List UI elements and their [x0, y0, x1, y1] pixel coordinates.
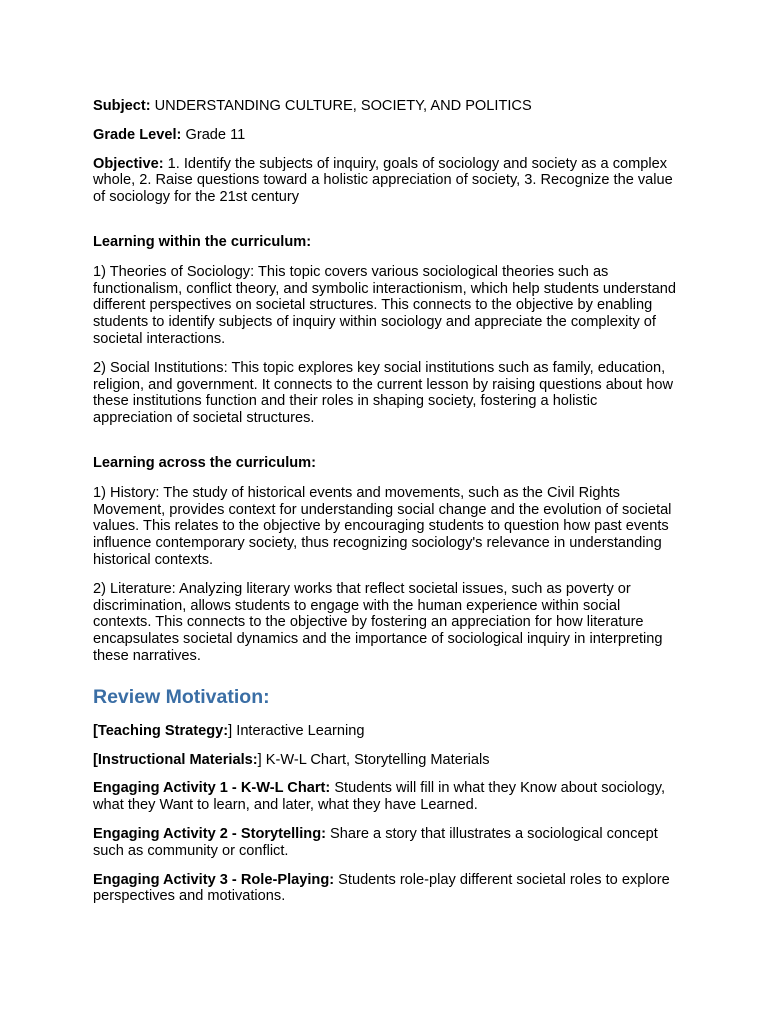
- objective-paragraph: [93, 156, 678, 206]
- across-curriculum-item-1: 1) History: The study of historical events and movements, such as the Civil Rights Movement, provides context for understanding social change and the evolution of societal values. This relates to the objective by encouraging students to question how past events influence contemporary society, thus recognizing sociology's relevance in understanding historical contexts.: [93, 484, 672, 568]
- engaging-activity-1-text: Students will fill in what they Know about sociology, what they Want to learn, and later, what they have Learned.: [93, 780, 666, 814]
- engaging-activity-1: [93, 780, 678, 814]
- review-motivation-heading: Review Motivation:: [93, 685, 270, 708]
- teaching-strategy-line: [93, 723, 678, 740]
- engaging-activity-3: [93, 872, 678, 906]
- engaging-activity-2-label: Engaging Activity 2 - Storytelling:: [93, 825, 326, 842]
- subject-value: UNDERSTANDING CULTURE, SOCIETY, AND POLITICS: [150, 98, 532, 114]
- within-curriculum-item-2: 2) Social Institutions: This topic explores key social institutions such as family, education, religion, and government. It connects to the current lesson by raising questions about how these institutions function and their roles in shaping society, fostering a holistic appreciation of societal structures.: [93, 359, 674, 427]
- across-curriculum-item-2: 2) Literature: Analyzing literary works that reflect societal issues, such as poverty or discrimination, allows students to engage with the human experience within social contexts. This connects to the objective by fostering an appreciation for how literature encapsulates societal dynamics and the importance of sociological inquiry in interpreting these narratives.: [93, 580, 663, 664]
- grade-level-value: Grade 11: [181, 126, 246, 143]
- across-curriculum-heading: Learning across the curriculum:: [93, 454, 317, 471]
- instructional-materials-value: ] K-W-L Chart, Storytelling Materials: [257, 751, 490, 768]
- objective-label: Objective:: [93, 155, 164, 172]
- engaging-activity-1-label: Engaging Activity 1 - K-W-L Chart:: [93, 780, 331, 797]
- instructional-materials-label: [Instructional Materials:: [93, 751, 258, 768]
- teaching-strategy-label: [Teaching Strategy:: [93, 722, 229, 739]
- subject-label: Subject:: [93, 98, 151, 114]
- subject-line: [93, 98, 678, 115]
- engaging-activity-2-text: Share a story that illustrates a sociological concept such as community or conflict.: [93, 825, 658, 859]
- engaging-activity-2: [93, 826, 678, 860]
- within-curriculum-item-1: 1) Theories of Sociology: This topic covers various sociological theories such as functionalism, conflict theory, and symbolic interactionism, which help students understand different perspectives on societal structures. This connects to the objective by enabling students to identify subjects of inquiry within sociology and appreciate the complexity of societal interactions.: [93, 263, 676, 347]
- grade-level-line: [93, 127, 678, 144]
- objective-text: 1. Identify the subjects of inquiry, goals of sociology and society as a complex whole, 2. Raise questions toward a holistic appreciation of society, 3. Recognize the value of sociology for the 21st century: [93, 155, 673, 206]
- within-curriculum-heading: Learning within the curriculum:: [93, 233, 312, 250]
- lesson-plan-document: [93, 98, 678, 917]
- grade-level-label: Grade Level:: [93, 126, 182, 143]
- instructional-materials-line: [93, 752, 678, 769]
- teaching-strategy-value: ] Interactive Learning: [228, 722, 365, 739]
- engaging-activity-3-text: Students role-play different societal roles to explore perspectives and motivations.: [93, 871, 670, 905]
- engaging-activity-3-label: Engaging Activity 3 - Role-Playing:: [93, 871, 335, 888]
